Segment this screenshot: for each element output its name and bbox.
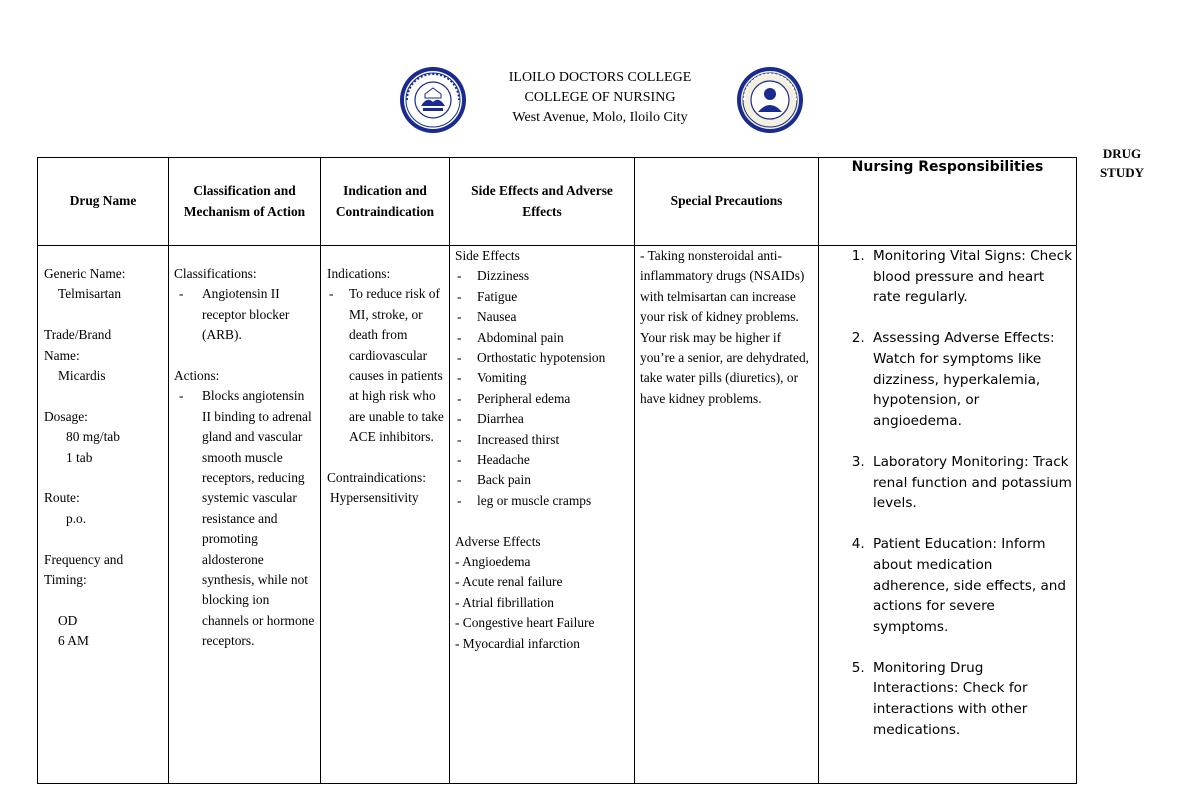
- drug-study-table: [37, 157, 1077, 784]
- list-item: - Nausea: [455, 307, 632, 327]
- list-item: - Headache: [455, 450, 632, 470]
- actions-list: [174, 386, 316, 651]
- nursing-responsibilities-list: [839, 246, 1072, 740]
- nursing-seal-logo: [736, 66, 804, 134]
- special-precautions-cell: [635, 246, 819, 784]
- frequency-value-1: OD: [58, 612, 78, 628]
- frequency-value-2: 6 AM: [58, 633, 89, 649]
- indications-list: [327, 284, 445, 447]
- frequency-label-2: Timing:: [44, 572, 87, 588]
- classification-cell: [169, 246, 321, 784]
- trade-name-label-1: Trade/Brand: [44, 327, 112, 343]
- drug-study-label-line1: DRUG: [1102, 146, 1142, 161]
- list-item: - Increased thirst: [455, 430, 632, 450]
- document-header: [0, 66, 1200, 136]
- dosage-label: Dosage:: [44, 408, 88, 424]
- trade-name-value: Micardis: [58, 368, 106, 384]
- generic-name-value: Telmisartan: [58, 286, 122, 302]
- list-item: - Dizziness: [455, 266, 632, 286]
- drug-study-label-line2: STUDY: [1099, 165, 1145, 180]
- side-effects-cell: [450, 246, 635, 784]
- contraindications-label: Contraindications:: [327, 470, 426, 486]
- list-item: - leg or muscle cramps: [455, 491, 632, 511]
- seal-right-icon: [736, 66, 804, 134]
- college-seal-logo: [399, 66, 467, 134]
- list-item: - Angiotensin II receptor blocker (ARB).: [174, 284, 316, 345]
- table-header-row: [38, 158, 1077, 246]
- side-effects-label: Side Effects: [455, 248, 520, 263]
- generic-name-label: Generic Name:: [44, 266, 126, 281]
- adverse-effect-item: - Angioedema: [455, 554, 531, 570]
- college-name: ILOILO DOCTORS COLLEGE: [508, 70, 692, 85]
- adverse-effect-item: - Congestive heart Failure: [455, 615, 595, 631]
- classification-list: [174, 284, 316, 345]
- adverse-effects-label: Adverse Effects: [455, 533, 541, 549]
- list-item: - Peripheral edema: [455, 389, 632, 409]
- list-item: 1. Monitoring Vital Signs: Check blood pressure and heart rate regularly.: [869, 246, 1072, 308]
- list-item: 3. Laboratory Monitoring: Track renal function and potassium levels.: [869, 452, 1072, 514]
- department-name: COLLEGE OF NURSING: [524, 90, 676, 105]
- list-item: - Back pain: [455, 470, 632, 490]
- side-effects-list: [455, 266, 632, 511]
- list-item: - Orthostatic hypotension: [455, 348, 632, 368]
- list-item: - Blocks angiotensin II binding to adrenal gland and vascular smooth muscle receptors, reducing systemic vascular resistance and promoting aldosterone synthesis, while not blocking ion channels or hormone receptors.: [174, 386, 316, 651]
- header-classification: Classification and Mechanism of Action: [169, 158, 321, 246]
- classifications-label: Classifications:: [174, 266, 257, 281]
- adverse-effect-item: - Atrial fibrillation: [455, 594, 554, 610]
- adverse-effect-item: - Acute renal failure: [455, 574, 563, 590]
- college-address: West Avenue, Molo, Iloilo City: [512, 110, 688, 125]
- list-item: 5. Monitoring Drug Interactions: Check for interactions with other medications.: [869, 658, 1072, 740]
- drug-study-label: [1086, 144, 1158, 182]
- header-indication: Indication and Contraindication: [321, 158, 450, 246]
- dosage-value-2: 1 tab: [66, 449, 93, 465]
- indications-label: Indications:: [327, 266, 391, 281]
- list-item: - To reduce risk of MI, stroke, or death from cardiovascular causes in patients at high risk who are unable to take ACE inhibitors.: [327, 284, 445, 447]
- header-precautions: Special Precautions: [635, 158, 819, 246]
- contraindications-value: Hypersensitivity: [330, 490, 419, 506]
- list-item: - Diarrhea: [455, 409, 632, 429]
- list-item: - Fatigue: [455, 287, 632, 307]
- list-item: - Abdominal pain: [455, 328, 632, 348]
- header-drug-name: Drug Name: [38, 158, 169, 246]
- list-item: 2. Assessing Adverse Effects: Watch for symptoms like dizziness, hyperkalemia, hypotension, or angioedema.: [869, 328, 1072, 431]
- list-item: 4. Patient Education: Inform about medication adherence, side effects, and actions for severe symptoms.: [869, 534, 1072, 637]
- seal-left-icon: [399, 66, 467, 134]
- header-side-effects: Side Effects and Adverse Effects: [450, 158, 635, 246]
- header-nursing-responsibilities: Nursing Responsibilities: [819, 158, 1077, 246]
- drug-name-cell: [38, 246, 169, 784]
- dosage-value-1: 80 mg/tab: [66, 429, 120, 445]
- route-value: p.o.: [66, 510, 87, 526]
- college-heading: [470, 68, 730, 128]
- trade-name-label-2: Name:: [44, 347, 80, 363]
- route-label: Route:: [44, 490, 80, 506]
- frequency-label-1: Frequency and: [44, 551, 124, 567]
- nursing-responsibilities-cell: [819, 246, 1077, 784]
- special-precautions-text: - Taking nonsteroidal anti-inflammatory drugs (NSAIDs) with telmisartan can increase your risk of kidney problems. Your risk may be higher if you’re a senior, are dehydrated, take water pills (diuretics), or have kidney problems.: [640, 248, 809, 406]
- list-item: - Vomiting: [455, 368, 632, 388]
- indication-cell: [321, 246, 450, 784]
- adverse-effect-item: - Myocardial infarction: [455, 635, 580, 651]
- table-row: [38, 246, 1077, 784]
- actions-label: Actions:: [174, 368, 220, 384]
